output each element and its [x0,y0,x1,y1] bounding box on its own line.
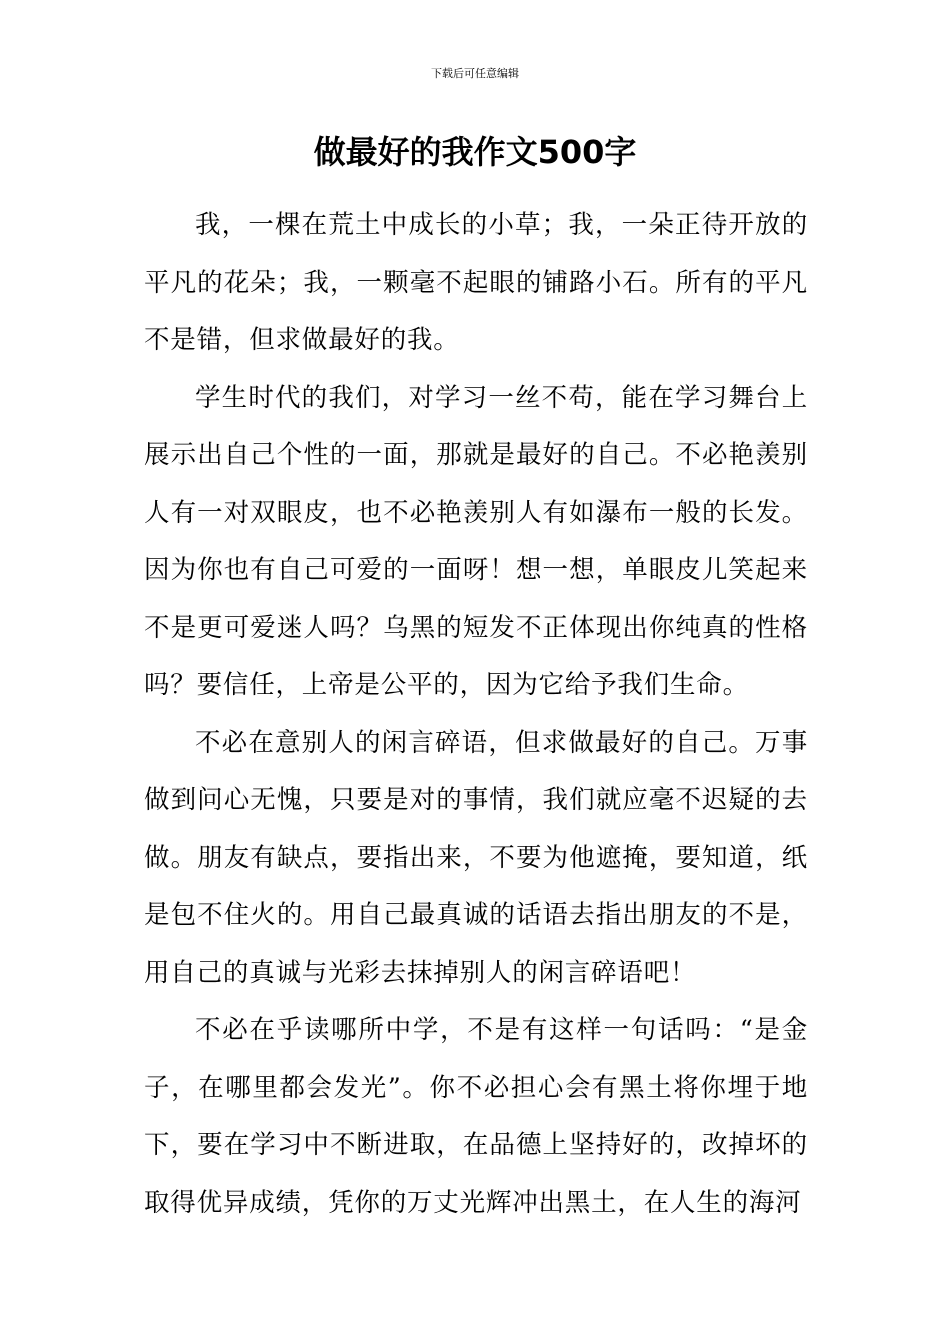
paragraph-1: 我，一棵在荒土中成长的小草；我，一朵正待开放的平凡的花朵；我，一颗毫不起眼的铺路小石。所有的平凡不是错，但求做最好的我。 [144,210,808,355]
document-body [144,197,808,1232]
document-title: 做最好的我作文500字 [313,133,637,171]
header-note: 下载后可任意编辑 [431,67,519,80]
paragraph-4: 不必在乎读哪所中学，不是有这样一句话吗：“是金子，在哪里都会发光”。你不必担心会有黑土将你埋于地下，要在学习中不断进取，在品德上坚持好的，改掉坏的取得优异成绩，凭你的万丈光辉冲出黑土，在人生的海河 [144,1015,808,1218]
paragraph-2: 学生时代的我们，对学习一丝不苟，能在学习舞台上展示出自己个性的一面，那就是最好的自己。不必艳羡别人有一对双眼皮，也不必艳羡别人有如瀑布一般的长发。因为你也有自己可爱的一面呀！想一想，单眼皮儿笑起来不是更可爱迷人吗？乌黑的短发不正体现出你纯真的性格吗？要信任，上帝是公平的，因为它给予我们生命。 [144,382,808,700]
paragraph-3: 不必在意别人的闲言碎语，但求做最好的自己。万事做到问心无愧，只要是对的事情，我们就应毫不迟疑的去做。朋友有缺点，要指出来，不要为他遮掩，要知道，纸是包不住火的。用自己最真诚的话语去指出朋友的不是，用自己的真诚与光彩去抹掉别人的闲言碎语吧！ [144,727,808,988]
